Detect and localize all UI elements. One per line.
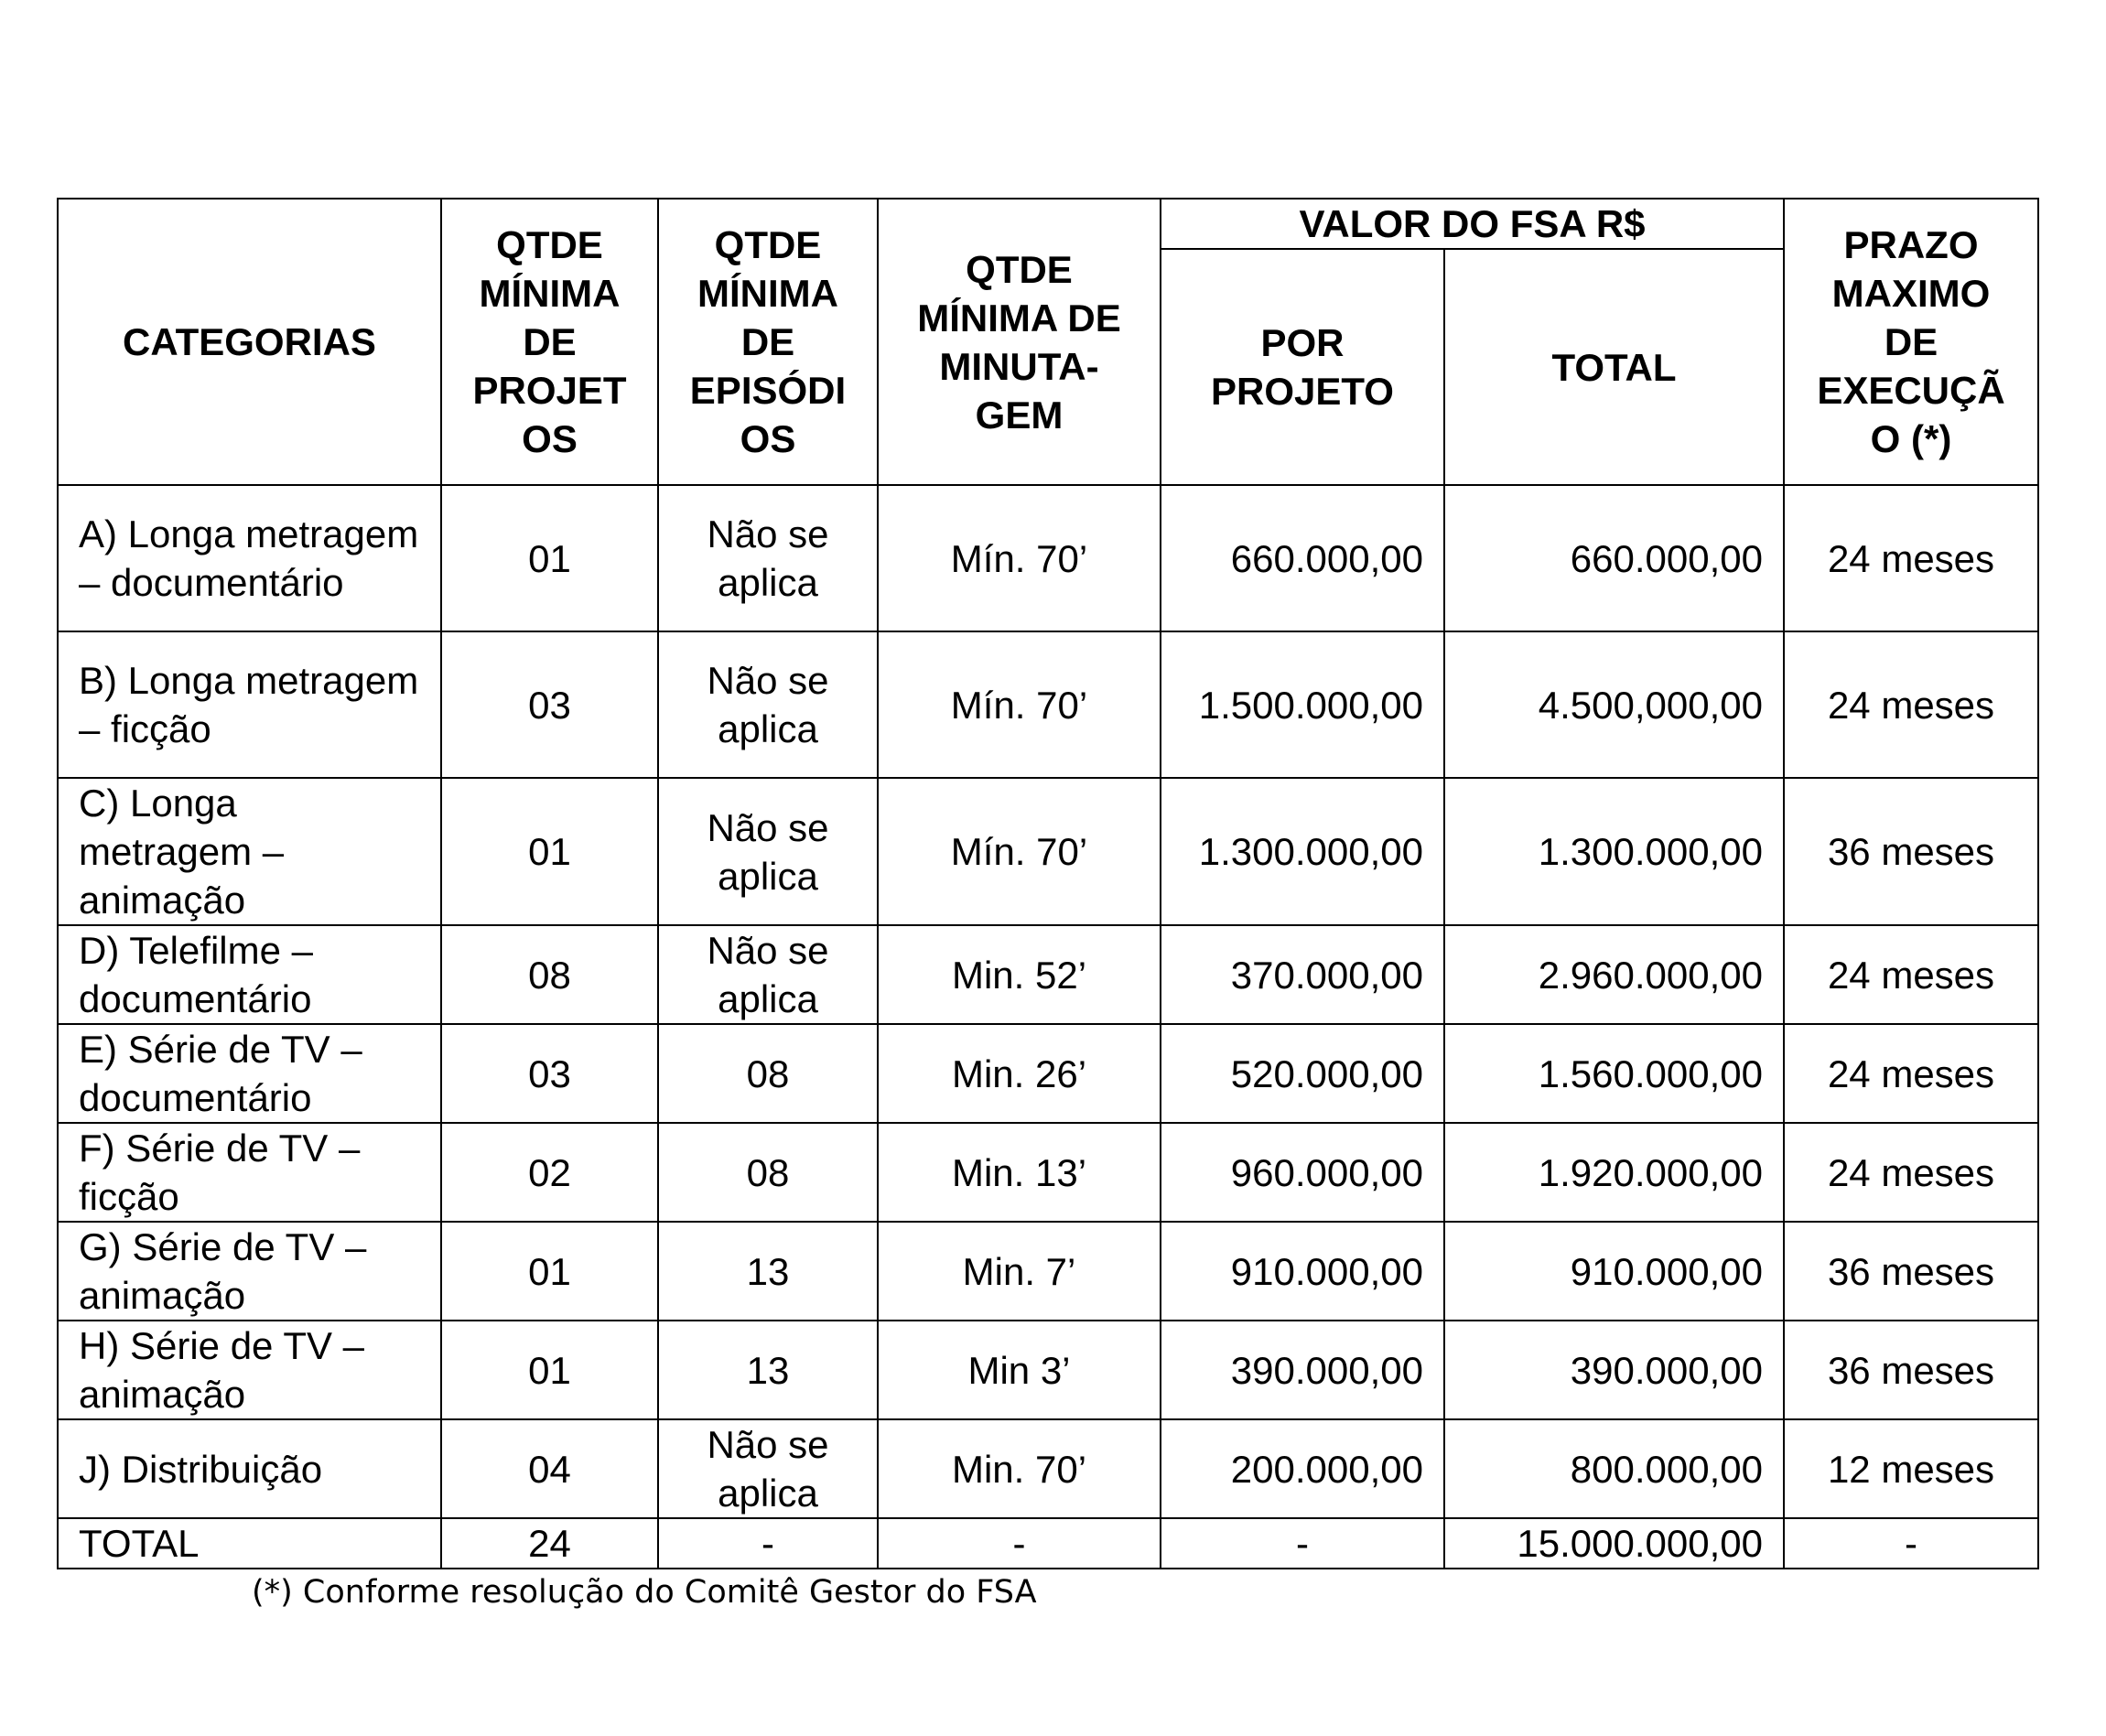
cell-minutagem: Min. 26’ — [878, 1024, 1161, 1123]
cell-categoria: B) Longa metragem – ficção — [58, 631, 441, 778]
cell-categoria: C) Longa metragem – animação — [58, 778, 441, 925]
cell-prazo: 36 meses — [1784, 1222, 2038, 1321]
cell-minutagem: Min. 52’ — [878, 925, 1161, 1024]
footnote: (*) Conforme resolução do Comitê Gestor do FSA — [252, 1574, 1037, 1611]
cell-categoria: G) Série de TV – animação — [58, 1222, 441, 1321]
funding-table — [57, 198, 2039, 1569]
cell-episodios: Não se aplica — [658, 631, 878, 778]
cell-episodios: Não se aplica — [658, 1419, 878, 1518]
table-row — [58, 1321, 2038, 1419]
cell-por-projeto: 200.000,00 — [1161, 1419, 1444, 1518]
cell-minutagem: Min. 13’ — [878, 1123, 1161, 1222]
cell-por-projeto: 1.500.000,00 — [1161, 631, 1444, 778]
cell-por-projeto: 390.000,00 — [1161, 1321, 1444, 1419]
cell-episodios: 08 — [658, 1024, 878, 1123]
cell-por-projeto: 660.000,00 — [1161, 485, 1444, 631]
header-total: TOTAL — [1444, 249, 1784, 485]
cell-projetos: 02 — [441, 1123, 658, 1222]
cell-projetos: 01 — [441, 778, 658, 925]
table-row — [58, 1419, 2038, 1518]
cell-total: 910.000,00 — [1444, 1222, 1784, 1321]
cell-categoria: A) Longa metragem – documentário — [58, 485, 441, 631]
cell-prazo: 36 meses — [1784, 1321, 2038, 1419]
table-row — [58, 1222, 2038, 1321]
cell-total: 800.000,00 — [1444, 1419, 1784, 1518]
table-row — [58, 1024, 2038, 1123]
cell-minutagem: Min 3’ — [878, 1321, 1161, 1419]
header-qtde-projetos: QTDE MÍNIMA DE PROJET OS — [441, 199, 658, 485]
header-categorias: CATEGORIAS — [58, 199, 441, 485]
cell-episodios: Não se aplica — [658, 485, 878, 631]
cell-categoria: TOTAL — [58, 1518, 441, 1569]
cell-episodios: 13 — [658, 1222, 878, 1321]
cell-categoria: H) Série de TV – animação — [58, 1321, 441, 1419]
cell-categoria: E) Série de TV – documentário — [58, 1024, 441, 1123]
cell-episodios: Não se aplica — [658, 778, 878, 925]
cell-categoria: D) Telefilme – documentário — [58, 925, 441, 1024]
cell-total: 1.300.000,00 — [1444, 778, 1784, 925]
cell-por-projeto: 520.000,00 — [1161, 1024, 1444, 1123]
cell-total: 15.000.000,00 — [1444, 1518, 1784, 1569]
table-row — [58, 1123, 2038, 1222]
cell-categoria: J) Distribuição — [58, 1419, 441, 1518]
cell-por-projeto: 960.000,00 — [1161, 1123, 1444, 1222]
cell-projetos: 08 — [441, 925, 658, 1024]
cell-por-projeto: 910.000,00 — [1161, 1222, 1444, 1321]
table-row — [58, 631, 2038, 778]
total-row — [58, 1518, 2038, 1569]
cell-prazo: 24 meses — [1784, 631, 2038, 778]
cell-episodios: 08 — [658, 1123, 878, 1222]
cell-total: 2.960.000,00 — [1444, 925, 1784, 1024]
table-row — [58, 925, 2038, 1024]
header-prazo: PRAZO MAXIMO DE EXECUÇÃ O (*) — [1784, 199, 2038, 485]
cell-projetos: 04 — [441, 1419, 658, 1518]
cell-por-projeto: - — [1161, 1518, 1444, 1569]
cell-total: 390.000,00 — [1444, 1321, 1784, 1419]
cell-total: 1.560.000,00 — [1444, 1024, 1784, 1123]
table-row — [58, 485, 2038, 631]
cell-total: 4.500,000,00 — [1444, 631, 1784, 778]
cell-projetos: 03 — [441, 1024, 658, 1123]
cell-total: 1.920.000,00 — [1444, 1123, 1784, 1222]
cell-prazo: 24 meses — [1784, 925, 2038, 1024]
header-por-projeto: POR PROJETO — [1161, 249, 1444, 485]
cell-por-projeto: 370.000,00 — [1161, 925, 1444, 1024]
header-qtde-minutagem: QTDE MÍNIMA DE MINUTA- GEM — [878, 199, 1161, 485]
cell-projetos: 01 — [441, 1321, 658, 1419]
cell-minutagem: Mín. 70’ — [878, 778, 1161, 925]
cell-episodios: - — [658, 1518, 878, 1569]
cell-projetos: 01 — [441, 1222, 658, 1321]
header-valor-fsa: VALOR DO FSA R$ — [1161, 199, 1784, 249]
cell-minutagem: Mín. 70’ — [878, 485, 1161, 631]
cell-projetos: 03 — [441, 631, 658, 778]
header-qtde-episodios: QTDE MÍNIMA DE EPISÓDI OS — [658, 199, 878, 485]
table-row — [58, 778, 2038, 925]
cell-minutagem: - — [878, 1518, 1161, 1569]
cell-prazo: 36 meses — [1784, 778, 2038, 925]
cell-categoria: F) Série de TV – ficção — [58, 1123, 441, 1222]
cell-minutagem: Mín. 70’ — [878, 631, 1161, 778]
cell-projetos: 24 — [441, 1518, 658, 1569]
cell-minutagem: Min. 70’ — [878, 1419, 1161, 1518]
cell-minutagem: Min. 7’ — [878, 1222, 1161, 1321]
cell-prazo: 24 meses — [1784, 485, 2038, 631]
cell-prazo: 24 meses — [1784, 1024, 2038, 1123]
cell-episodios: 13 — [658, 1321, 878, 1419]
cell-episodios: Não se aplica — [658, 925, 878, 1024]
cell-prazo: 24 meses — [1784, 1123, 2038, 1222]
cell-total: 660.000,00 — [1444, 485, 1784, 631]
cell-projetos: 01 — [441, 485, 658, 631]
cell-por-projeto: 1.300.000,00 — [1161, 778, 1444, 925]
cell-prazo: 12 meses — [1784, 1419, 2038, 1518]
cell-prazo: - — [1784, 1518, 2038, 1569]
